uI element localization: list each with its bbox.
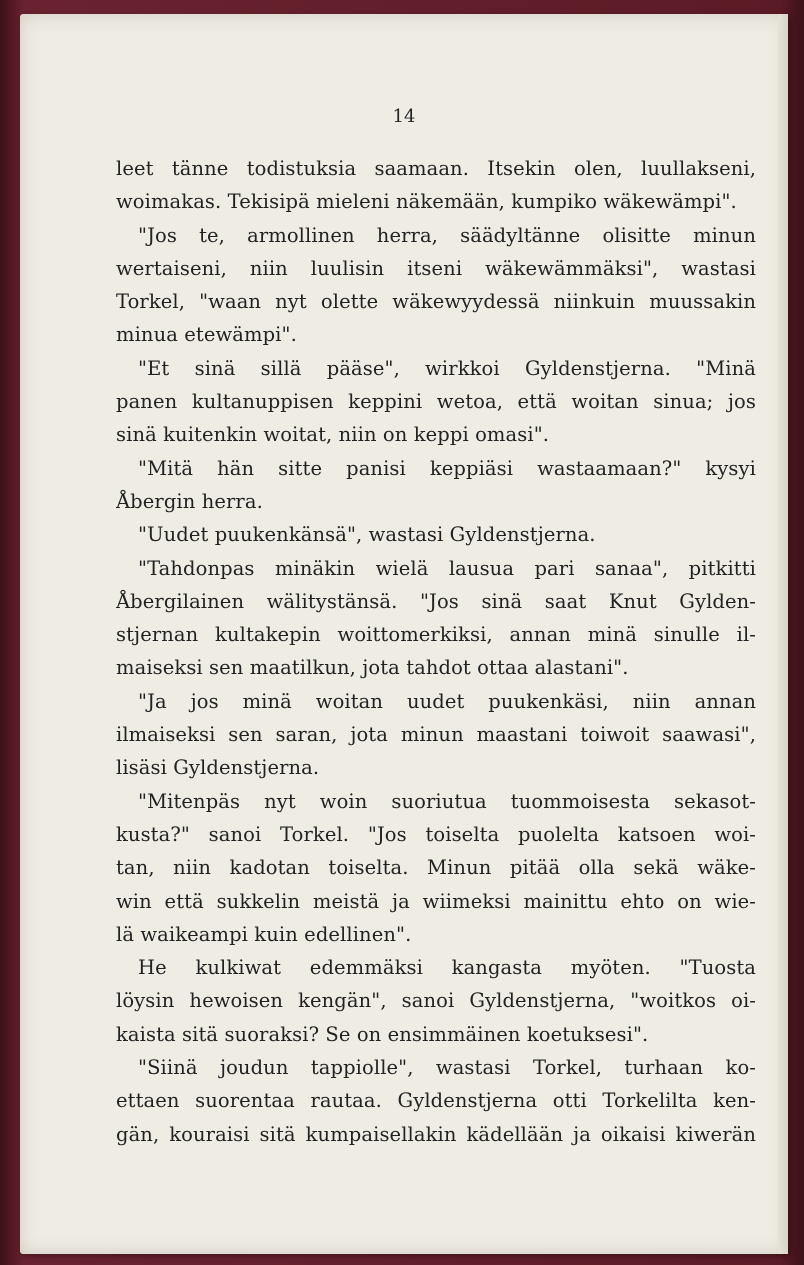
text-line: kusta?" sanoi Torkel. "Jos toiselta puolelta katsoen woi- xyxy=(116,822,756,846)
text-line: kaista sitä suoraksi? Se on ensimmäinen koetuksesi". xyxy=(116,1022,649,1046)
text-line: "Siinä joudun tappiolle", wastasi Torkel, turhaan ko- xyxy=(138,1056,756,1080)
text-line: löysin hewoisen kengän", sanoi Gyldenstjerna, "woitkos oi- xyxy=(116,989,756,1013)
text-line: "Uudet puukenkänsä", wastasi Gyldenstjerna. xyxy=(138,523,596,547)
page-text-body xyxy=(116,152,756,1151)
text-line: woimakas. Tekisipä mieleni näkemään, kumpiko wäkewämpi". xyxy=(116,190,737,214)
text-line: gän, kouraisi sitä kumpaisellakin kädellään ja oikaisi kiwerän xyxy=(116,1122,756,1146)
text-line: leet tänne todistuksia saamaan. Itsekin olen, luullakseni, xyxy=(116,157,756,180)
text-line: He kulkiwat edemmäksi kangasta myöten. "Tuosta xyxy=(138,956,756,980)
text-line: "Ja jos minä woitan uudet puukenkäsi, niin annan xyxy=(138,689,756,713)
text-line: win että sukkelin meistä ja wiimeksi mainittu ehto on wie- xyxy=(116,889,756,913)
text-line: "Mitä hän sitte panisi keppiäsi wastaamaan?" kysyi xyxy=(138,456,756,480)
book-page xyxy=(20,14,788,1254)
text-line: "Et sinä sillä pääse", wirkkoi Gyldenstjerna. "Minä xyxy=(138,356,756,380)
page-number: 14 xyxy=(392,106,416,127)
text-line: maiseksi sen maatilkun, jota tahdot ottaa alastani". xyxy=(116,656,629,680)
text-line: ettaen suorentaa rautaa. Gyldenstjerna otti Torkelilta ken- xyxy=(116,1089,756,1113)
text-line: lä waikeampi kuin edellinen". xyxy=(116,922,412,946)
text-line: panen kultanuppisen keppini wetoa, että woitan sinua; jos xyxy=(116,390,756,414)
text-line: "Jos te, armollinen herra, säädyltänne olisitte minun xyxy=(138,223,756,247)
text-line: lisäsi Gyldenstjerna. xyxy=(116,756,320,780)
text-line: ilmaiseksi sen saran, jota minun maastani toiwoit saawasi", xyxy=(116,723,756,747)
page-edge xyxy=(778,14,788,1254)
text-line: "Tahdonpas minäkin wielä lausua pari sanaa", pitkitti xyxy=(138,556,756,580)
text-line: wertaiseni, niin luulisin itseni wäkewämmäksi", wastasi xyxy=(116,256,756,280)
text-line: Torkel, "waan nyt olette wäkewyydessä niinkuin muussakin xyxy=(116,290,756,314)
text-line: sinä kuitenkin woitat, niin on keppi omasi". xyxy=(116,423,550,447)
text-line: minua etewämpi". xyxy=(116,323,297,347)
text-line: tan, niin kadotan toiselta. Minun pitää olla sekä wäke- xyxy=(116,856,756,880)
text-line: Åbergin herra. xyxy=(116,489,263,513)
text-line: "Mitenpäs nyt woin suoriutua tuommoisesta sekasot- xyxy=(138,789,756,813)
text-line: stjernan kultakepin woittomerkiksi, annan minä sinulle il- xyxy=(116,623,756,647)
text-line: Åbergilainen wälitystänsä. "Jos sinä saat Knut Gylden- xyxy=(116,589,756,613)
